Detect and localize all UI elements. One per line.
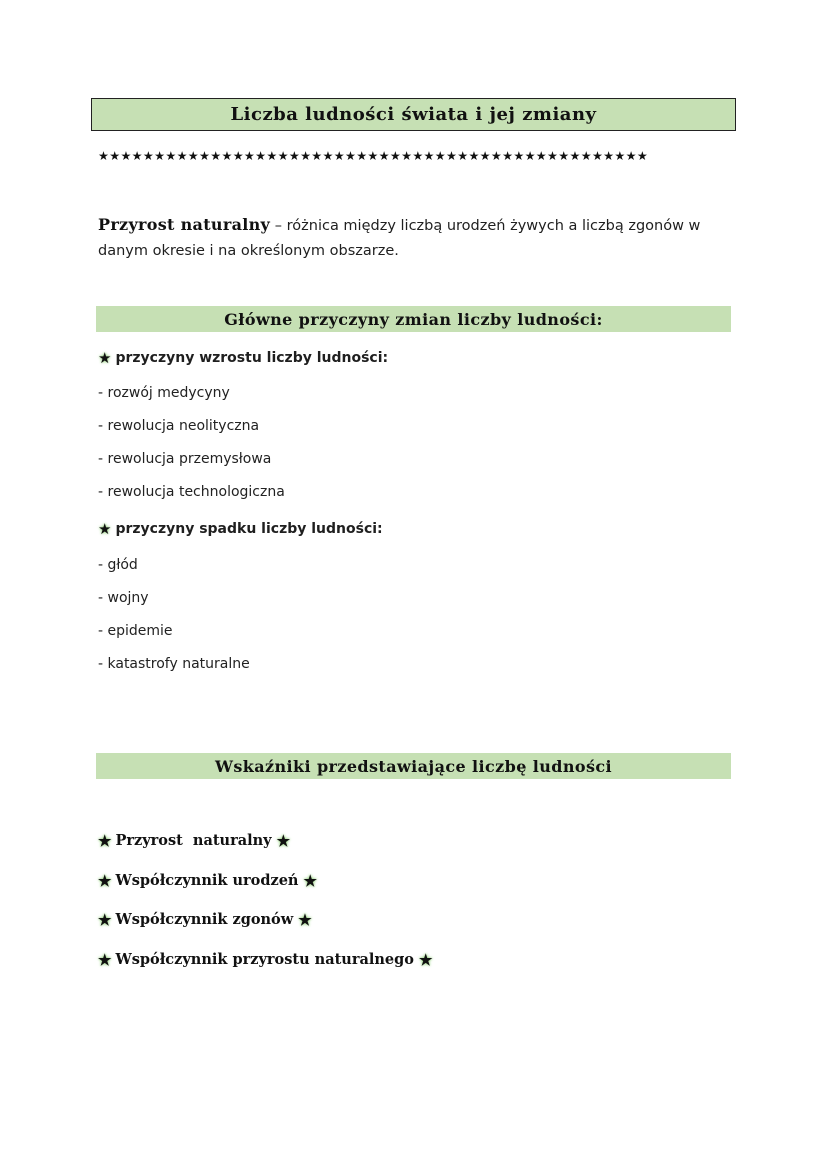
indicator-item bbox=[98, 949, 432, 971]
star-icon: ★ bbox=[98, 872, 112, 890]
growth-causes-label bbox=[98, 347, 388, 369]
title-box bbox=[91, 98, 736, 131]
list-item: - epidemie bbox=[98, 623, 173, 639]
star-icon: ★ bbox=[418, 951, 433, 969]
star-icon: ★ bbox=[98, 911, 112, 929]
indicator-label: Współczynnik zgonów bbox=[115, 911, 294, 928]
star-icon: ★ bbox=[98, 520, 112, 538]
star-divider: ★★★★★★★★★★★★★★★★★★★★★★★★★★★★★★★★★★★★★★★★★★★★★★★★★ bbox=[98, 149, 649, 163]
list-item: - rozwój medycyny bbox=[98, 385, 230, 401]
indicator-item bbox=[98, 870, 317, 892]
list-item: - głód bbox=[98, 557, 138, 573]
growth-label-text: przyczyny wzrostu liczby ludności: bbox=[115, 350, 389, 366]
list-item: - katastrofy naturalne bbox=[98, 656, 250, 672]
definition-text: – różnica między liczbą urodzeń żywych a liczbą zgonów w danym okresie i na określonym obszarze. bbox=[98, 218, 701, 259]
definition-paragraph bbox=[98, 212, 728, 264]
indicators-heading: Wskaźniki przedstawiające liczbę ludności bbox=[214, 756, 613, 776]
definition-term: Przyrost naturalny bbox=[98, 215, 271, 234]
decline-causes-label bbox=[98, 518, 383, 540]
indicator-label: Współczynnik przyrostu naturalnego bbox=[115, 951, 414, 968]
list-item: - rewolucja neolityczna bbox=[98, 418, 260, 434]
star-icon: ★ bbox=[98, 951, 112, 969]
star-icon: ★ bbox=[303, 872, 317, 890]
page-title: Liczba ludności świata i jej zmiany bbox=[230, 104, 597, 125]
list-item: - rewolucja przemysłowa bbox=[98, 451, 272, 467]
star-icon: ★ bbox=[298, 911, 312, 929]
indicators-section-header bbox=[96, 753, 731, 779]
star-icon: ★ bbox=[98, 832, 112, 850]
indicator-item bbox=[98, 830, 290, 852]
indicator-label: Przyrost naturalny bbox=[115, 832, 272, 849]
indicator-label: Współczynnik urodzeń bbox=[115, 872, 299, 889]
decline-label-text: przyczyny spadku liczby ludności: bbox=[115, 521, 383, 537]
list-item: - wojny bbox=[98, 590, 149, 606]
indicator-item bbox=[98, 909, 312, 931]
causes-heading: Główne przyczyny zmian liczby ludności: bbox=[224, 309, 603, 329]
causes-section-header bbox=[96, 306, 731, 332]
list-item: - rewolucja technologiczna bbox=[98, 484, 285, 500]
star-icon: ★ bbox=[276, 832, 291, 850]
star-icon: ★ bbox=[98, 349, 112, 367]
